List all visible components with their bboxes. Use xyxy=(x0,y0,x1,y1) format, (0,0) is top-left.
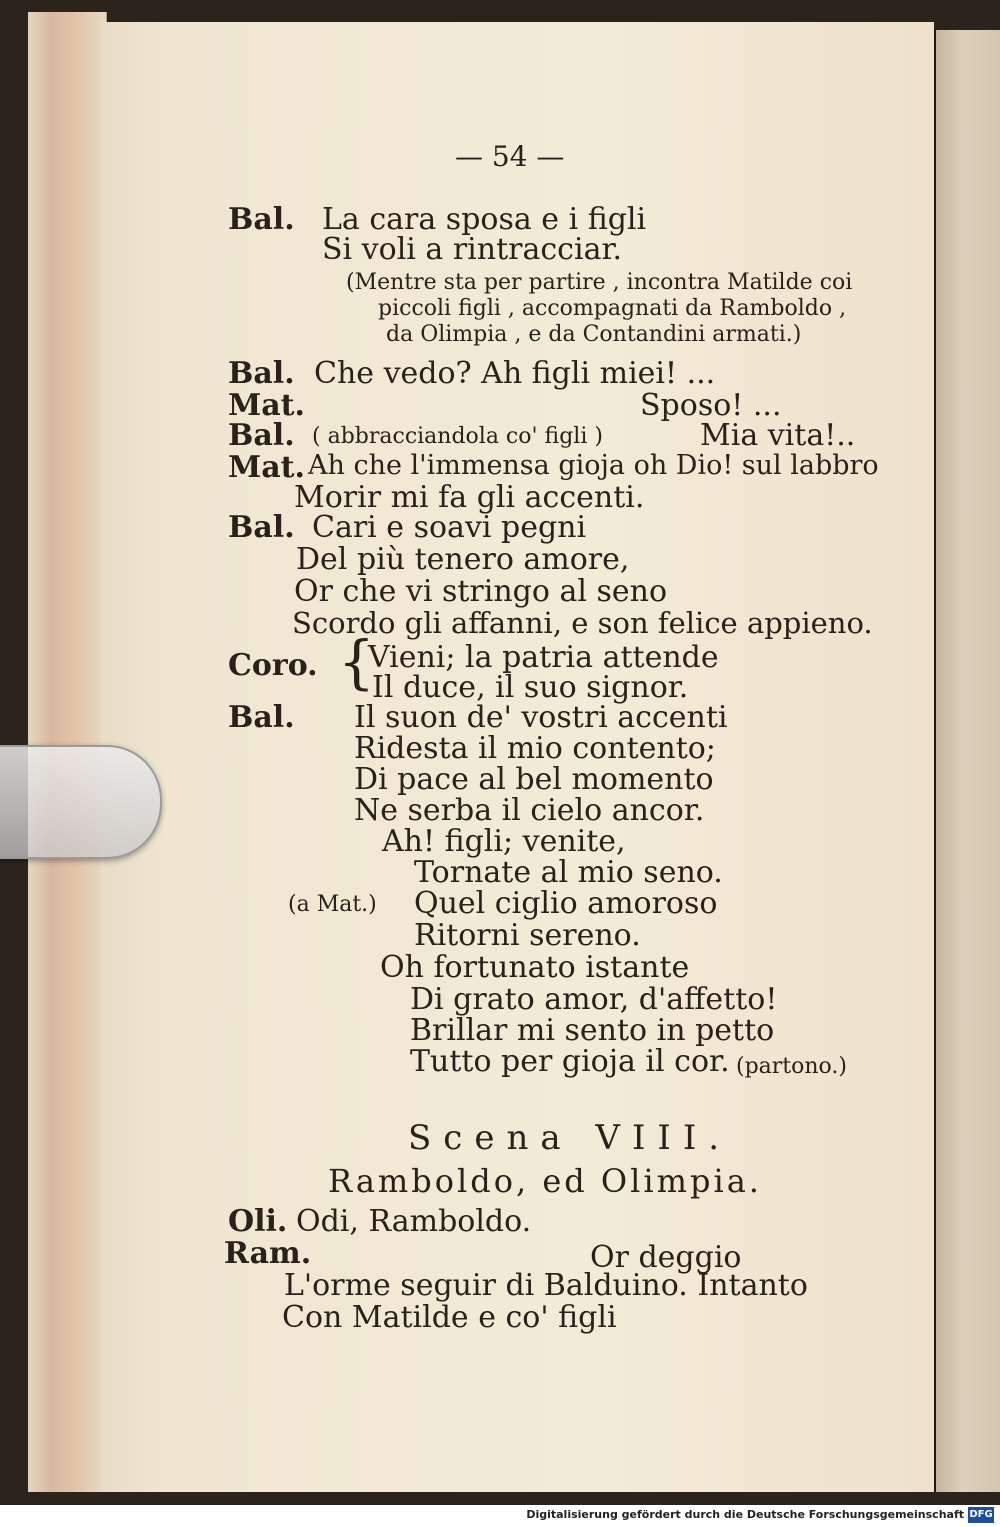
verse-line: Di grato amor, d'affetto! xyxy=(410,982,778,1017)
verse-line: Mia vita!.. xyxy=(700,418,856,453)
verse-line: Ah! figli; venite, xyxy=(382,824,626,859)
stage-direction: da Olimpia , e da Contandini armati.) xyxy=(386,322,802,347)
stage-direction: piccoli figli , accompagnati da Ramboldo , xyxy=(378,296,847,321)
verse-line: Il duce, il suo signor. xyxy=(372,670,689,705)
verse-line: Del più tenero amore, xyxy=(296,542,630,577)
verse-line: Ne serba il cielo ancor. xyxy=(354,793,705,828)
verse-line: Ridesta il mio contento; xyxy=(354,731,716,766)
verse-line: Tutto per gioja il cor. xyxy=(410,1044,730,1079)
speaker-label: Bal. xyxy=(228,510,295,545)
verse-line: Di pace al bel momento xyxy=(354,762,714,797)
verse-line: Scordo gli affanni, e son felice appieno. xyxy=(292,606,873,640)
speaker-label: Coro. xyxy=(228,648,318,683)
speaker-label: Bal. xyxy=(228,202,295,237)
dfg-logo: DFG xyxy=(968,1507,994,1523)
stage-direction: (partono.) xyxy=(736,1054,847,1079)
speaker-label: Mat. xyxy=(228,388,305,423)
verse-line: Che vedo? Ah figli miei! ... xyxy=(314,356,716,391)
page-clip xyxy=(0,745,162,859)
speaker-label: Mat. xyxy=(228,450,305,485)
stage-direction: ( abbracciandola co' figli ) xyxy=(312,424,603,449)
verse-line: Odi, Ramboldo. xyxy=(296,1204,532,1239)
facing-page-edge xyxy=(934,30,1000,1492)
scene-title: Scena VIII. xyxy=(408,1118,732,1158)
scene-characters: Ramboldo, ed Olimpia. xyxy=(328,1162,762,1200)
verse-line: Con Matilde e co' figli xyxy=(282,1300,617,1335)
verse-line: Or che vi stringo al seno xyxy=(294,574,668,609)
verse-line: Morir mi fa gli accenti. xyxy=(294,480,645,515)
verse-line: Ritorni sereno. xyxy=(414,918,641,953)
speaker-label: Oli. xyxy=(228,1204,288,1239)
verse-line: Cari e soavi pegni xyxy=(312,510,587,545)
speaker-label: Ram. xyxy=(224,1236,312,1271)
page-number: — 54 — xyxy=(455,140,565,173)
footer-credit: Digitalisierung gefördert durch die Deutsche Forschungsgemeinschaft xyxy=(526,1508,964,1521)
verse-line: Il suon de' vostri accenti xyxy=(354,700,728,735)
stage-direction: (Mentre sta per partire , incontra Matilde coi xyxy=(346,270,853,295)
verse-line: L'orme seguir di Balduino. Intanto xyxy=(284,1268,808,1303)
chorus-brace: { xyxy=(338,628,375,696)
verse-line: Sposo! ... xyxy=(640,388,782,423)
verse-line: La cara sposa e i figli xyxy=(322,202,647,237)
speaker-label: Bal. xyxy=(228,418,295,453)
verse-line: Ah che l'immensa gioja oh Dio! sul labbro xyxy=(308,450,879,481)
verse-line: Oh fortunato istante xyxy=(380,950,690,985)
speaker-label: Bal. xyxy=(228,700,295,735)
verse-line: Brillar mi sento in petto xyxy=(410,1013,775,1048)
verse-line: Tornate al mio seno. xyxy=(414,855,723,890)
verse-line: Si voli a rintracciar. xyxy=(322,232,623,267)
verse-line: Quel ciglio amoroso xyxy=(414,886,718,921)
speaker-label: Bal. xyxy=(228,356,295,391)
stage-direction: (a Mat.) xyxy=(288,892,377,917)
verse-line: Vieni; la patria attende xyxy=(368,640,719,675)
verse-line: Or deggio xyxy=(590,1240,742,1275)
